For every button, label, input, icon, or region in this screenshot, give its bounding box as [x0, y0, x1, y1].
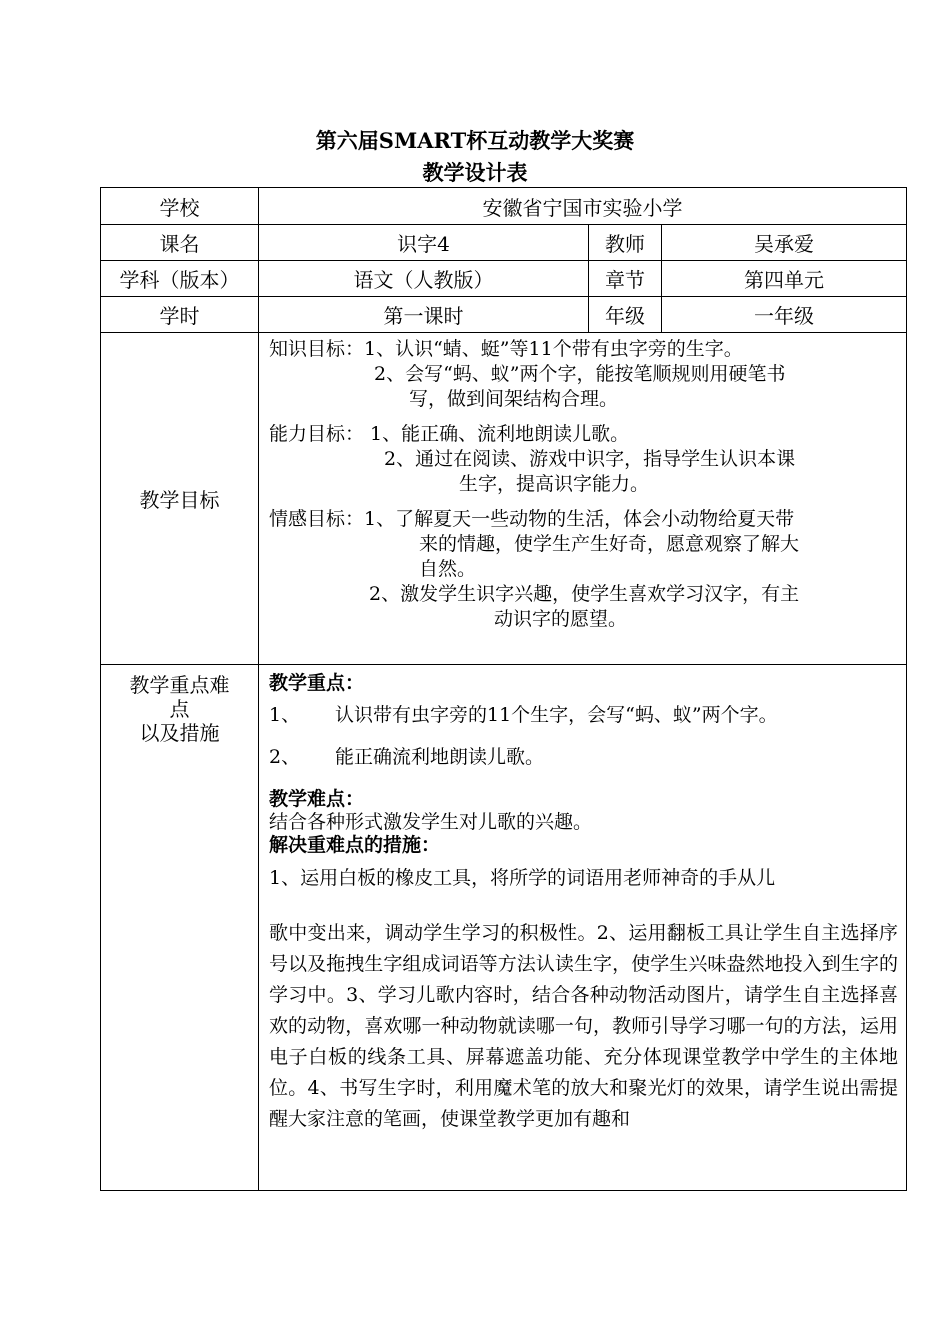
- row-period: [101, 297, 907, 333]
- row-goals: [101, 333, 907, 665]
- goal-ability-2-cont: 生字，提高识字能力。: [459, 473, 650, 495]
- teacher-value: 吴承爱: [662, 225, 907, 261]
- grade-value: 一年级: [662, 297, 907, 333]
- goal-emotion-2-cont: 动识字的愿望。: [494, 608, 628, 630]
- goal-emotion-2: 2、激发学生识字兴趣，使学生喜欢学习汉字，有主: [369, 583, 800, 605]
- measures-rest: 歌中变出来，调动学生学习的积极性。2、运用翻板工具让学生自主选择序号以及拖拽生字组成词语等方法认读生字，使学生兴味盎然地投入到生字的学习中。3、学习儿歌内容时，结合各种动物活动图片，请学生自主选择喜欢的动物，喜欢哪一种动物就读哪一句，教师引导学习哪一句的方法，运用电子白板的线条工具、屏幕遮盖功能、充分体现课堂教学中学生的主体地位。4、书写生字时，利用魔术笔的放大和聚光灯的效果，请学生说出需提醒大家注意的笔画，使课堂教学更加有趣和: [269, 922, 898, 1130]
- focus-item-2: [269, 745, 898, 769]
- goals-label: 教学目标: [101, 333, 259, 665]
- goal-ability-1: 能力目标： 1、能正确、流利地朗读儿歌。: [269, 423, 630, 445]
- document-subtitle: 教学设计表: [422, 160, 528, 185]
- measures-heading: 解决重难点的措施：: [269, 834, 441, 856]
- period-value: 第一课时: [259, 297, 589, 333]
- key-points-label: [101, 665, 259, 1191]
- focus-item-1-number: 1、: [269, 704, 301, 726]
- subject-value: 语文（人教版）: [259, 261, 589, 297]
- goal-emotion-1-cont: 来的情趣，使学生产生好奇，愿意观察了解大: [419, 533, 800, 555]
- row-subject: [101, 261, 907, 297]
- school-label: 学校: [101, 188, 259, 225]
- period-label: 学时: [101, 297, 259, 333]
- document-title: 第六届SMART杯互动教学大奖赛: [315, 128, 635, 153]
- goal-knowledge-2-cont: 写，做到间架结构合理。: [409, 388, 619, 410]
- row-key-points: [101, 665, 907, 1191]
- key-points-content: [259, 665, 907, 1191]
- focus-item-2-text: 能正确流利地朗读儿歌。: [335, 746, 545, 768]
- measures-text: [269, 863, 898, 1135]
- row-lesson: [101, 225, 907, 261]
- goal-knowledge-2: 2、会写“蚂、蚁”两个字，能按笔顺规则用硬笔书: [374, 363, 786, 385]
- chapter-value: 第四单元: [662, 261, 907, 297]
- focus-heading: 教学重点：: [269, 672, 365, 694]
- focus-item-1-text: 认识带有虫字旁的11个生字，会写“蚂、蚁”两个字。: [335, 704, 778, 726]
- difficulty-heading: 教学难点：: [269, 788, 365, 810]
- grade-label: 年级: [589, 297, 662, 333]
- lesson-value: 识字4: [259, 225, 589, 261]
- teaching-design-table: [100, 187, 907, 1191]
- key-points-label-line1: 教学重点难: [129, 673, 230, 697]
- goal-ability-2: 2、通过在阅读、游戏中识字，指导学生认识本课: [384, 448, 796, 470]
- goal-emotion-1: 情感目标：1、了解夏天一些动物的生活，体会小动物给夏天带: [269, 508, 795, 530]
- row-school: [101, 188, 907, 225]
- teacher-label: 教师: [589, 225, 662, 261]
- subject-label: 学科（版本）: [101, 261, 259, 297]
- lesson-label: 课名: [101, 225, 259, 261]
- school-value: 安徽省宁国市实验小学: [259, 188, 907, 225]
- key-points-label-line3: 以及措施: [139, 721, 220, 745]
- chapter-label: 章节: [589, 261, 662, 297]
- difficulty-text: 结合各种形式激发学生对儿歌的兴趣。: [269, 811, 593, 833]
- goals-content: [259, 333, 907, 665]
- focus-item-1: [269, 703, 898, 727]
- key-points-label-line2: 点: [169, 697, 190, 721]
- goal-knowledge-1: 知识目标：1、认识“蜻、蜓”等11个带有虫字旁的生字。: [269, 338, 743, 360]
- goal-emotion-1-cont2: 自然。: [419, 558, 477, 580]
- focus-item-2-number: 2、: [269, 746, 301, 768]
- measures-first-line: 1、运用白板的橡皮工具，将所学的词语用老师神奇的手从儿: [269, 867, 776, 889]
